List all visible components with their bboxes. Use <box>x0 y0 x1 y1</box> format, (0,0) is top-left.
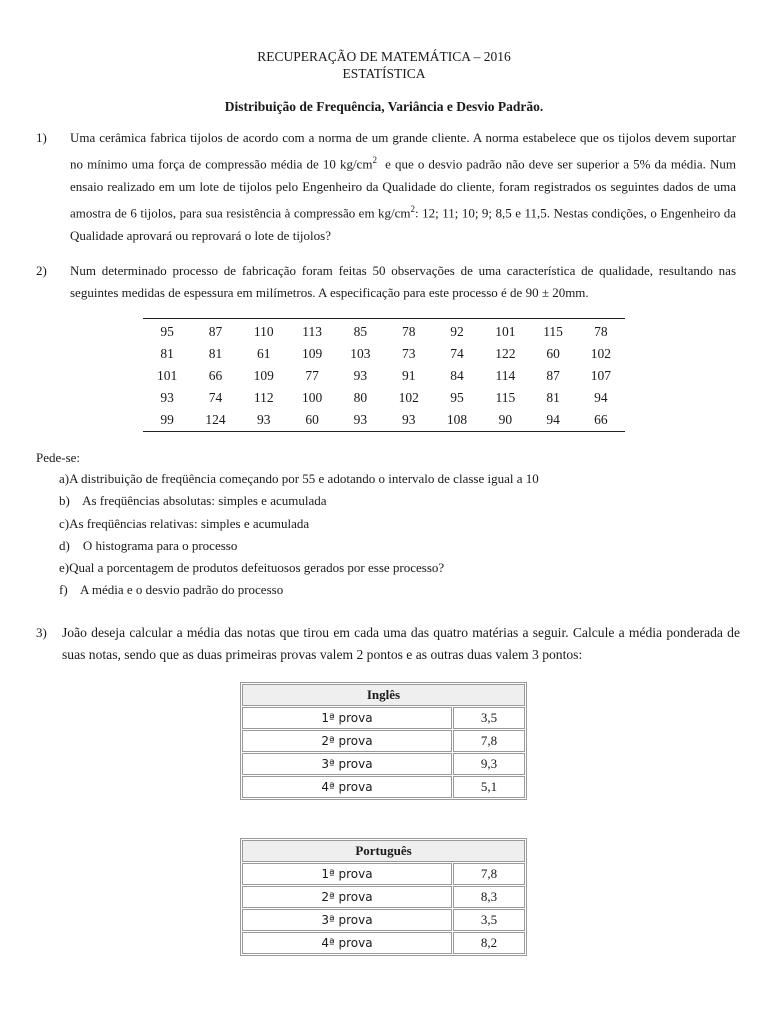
measurement-cell: 101 <box>157 368 178 383</box>
pede-se-label: Pede-se: <box>36 450 81 465</box>
measurement-cell: 109 <box>301 346 323 361</box>
measurement-cell: 81 <box>546 390 560 405</box>
table-row <box>143 319 625 344</box>
question-1-text-part2: e que o desvio padrão não deve ser superior a 5% da média. Num ensaio realizado em um lote de tijolos pelo Engenheiro da Qualidade do cliente, foram registrados os seguintes dados de uma amostra de 6 tijolos, para sua resistência à compressão em kg/cm <box>70 156 740 221</box>
measurement-cell: 113 <box>302 324 322 339</box>
measurement-cell: 60 <box>305 412 319 427</box>
measurement-cell: 91 <box>401 368 416 383</box>
list-item: c)As freqüências relativas: simples e acumulada <box>59 515 310 531</box>
measurement-cell: 114 <box>495 368 516 383</box>
measurement-cell: 95 <box>450 390 464 405</box>
list-item: e)Qual a porcentagem de produtos defeituosos gerados por esse processo? <box>59 560 445 576</box>
measurement-cell: 122 <box>495 346 516 361</box>
nota-cell: 3,5 <box>453 909 525 931</box>
table-row <box>143 409 625 432</box>
document-subtitle: Distribuição de Frequência, Variância e Desvio Padrão. <box>224 99 544 114</box>
measurement-cell: 94 <box>594 390 608 405</box>
table-row <box>242 707 525 729</box>
question-1-text <box>70 127 740 247</box>
header-subject: ESTATÍSTICA <box>342 66 426 81</box>
question-2-number: 2) <box>36 263 47 278</box>
nota-cell: 8,3 <box>453 886 525 908</box>
measurements-table <box>143 318 625 432</box>
measurement-cell: 109 <box>253 368 274 383</box>
table-header-subject: Português <box>242 840 525 862</box>
measurement-cell: 73 <box>401 346 416 361</box>
grades-table-portugues <box>240 838 527 956</box>
measurement-cell: 85 <box>353 324 368 339</box>
measurement-cell: 61 <box>257 346 271 361</box>
list-item: d) O histograma para o processo <box>59 537 238 553</box>
question-2-text: Num determinado processo de fabricação foram feitas 50 observações de uma característica de qualidade, resultando nas seguintes medidas de espessura em milímetros. A especificação para este processo é de 90 ± 20mm. <box>70 263 736 301</box>
question-1-text-part3: : 12; 11; 10; 9; 8,5 e 11,5. Nestas condições, o Engenheiro da Qualidade aprovará ou reprovará o lote de tijolos? <box>70 205 736 243</box>
measurement-cell: 84 <box>450 368 464 383</box>
header-title: RECUPERAÇÃO DE MATEMÁTICA – 2016 <box>257 49 511 64</box>
list-item: a)A distribuição de freqüência começando por 55 e adotando o intervalo de classe igual a 10 <box>59 471 539 486</box>
measurement-cell: 66 <box>208 368 223 383</box>
superscript: 2 <box>410 204 416 215</box>
measurement-cell: 93 <box>353 368 368 383</box>
table-row <box>242 863 525 885</box>
measurement-cell: 110 <box>253 324 274 339</box>
table-row <box>242 886 525 908</box>
measurement-cell: 60 <box>546 346 560 361</box>
measurement-cell: 93 <box>160 390 174 405</box>
question-1-number: 1) <box>36 130 47 145</box>
nota-cell: 3,5 <box>453 707 525 729</box>
question-1-text-part1: Uma cerâmica fabrica tijolos de acordo com a norma de um grande cliente. A norma estabelece que os tijolos devem suportar no mínimo uma força de compressão média de 10 kg/cm <box>70 130 736 172</box>
measurement-cell: 74 <box>450 346 464 361</box>
superscript: 2 <box>372 155 377 166</box>
question-2 <box>36 260 736 305</box>
prova-cell: 3ª prova <box>242 753 452 775</box>
measurement-cell: 102 <box>398 390 419 405</box>
measurement-cell: 93 <box>353 412 368 427</box>
table-row <box>242 776 525 798</box>
prova-cell: 1ª prova <box>242 863 452 885</box>
measurement-cell: 107 <box>590 368 611 383</box>
table-header-subject: Inglês <box>242 684 525 706</box>
measurement-cell: 103 <box>350 346 371 361</box>
nota-cell: 5,1 <box>453 776 525 798</box>
prova-cell: 3ª prova <box>242 909 452 931</box>
table-row <box>143 365 625 387</box>
question-3-text: João deseja calcular a média das notas que tirou em cada uma das quatro matérias a seguir. Calcule a média ponderada de suas notas, sendo que as duas primeiras provas valem 2 pontos e as outras duas valem 3 pontos: <box>62 625 740 663</box>
measurement-cell: 87 <box>546 368 560 383</box>
measurement-cell: 102 <box>590 346 611 361</box>
measurement-cell: 87 <box>208 324 223 339</box>
measurement-cell: 80 <box>353 390 368 405</box>
measurement-cell: 78 <box>594 324 608 339</box>
prova-cell: 2ª prova <box>242 886 452 908</box>
measurement-cell: 74 <box>208 390 223 405</box>
question-3-number: 3) <box>36 625 47 640</box>
prova-cell: 2ª prova <box>242 730 452 752</box>
nota-cell: 7,8 <box>453 863 525 885</box>
table-row <box>242 753 525 775</box>
nota-cell: 9,3 <box>453 753 525 775</box>
table-row <box>143 343 625 365</box>
measurement-cell: 115 <box>543 324 563 339</box>
measurement-cell: 77 <box>305 368 319 383</box>
prova-cell: 4ª prova <box>242 932 452 954</box>
nota-cell: 8,2 <box>453 932 525 954</box>
measurement-cell: 124 <box>205 412 226 427</box>
table-row <box>143 387 625 409</box>
measurement-cell: 112 <box>253 390 274 405</box>
measurement-cell: 66 <box>594 412 608 427</box>
document-header <box>0 48 768 82</box>
question-2-items <box>59 468 539 602</box>
measurement-cell: 99 <box>160 412 174 427</box>
grades-table-ingles <box>240 682 527 800</box>
prova-cell: 1ª prova <box>242 707 452 729</box>
measurement-cell: 81 <box>208 346 223 361</box>
measurement-cell: 90 <box>498 412 513 427</box>
measurement-cell: 100 <box>301 390 323 405</box>
measurement-cell: 115 <box>495 390 516 405</box>
measurement-cell: 81 <box>160 346 174 361</box>
prova-cell: 4ª prova <box>242 776 452 798</box>
nota-cell: 7,8 <box>453 730 525 752</box>
measurement-cell: 101 <box>495 324 516 339</box>
measurement-cell: 94 <box>546 412 560 427</box>
measurement-cell: 93 <box>257 412 271 427</box>
table-row <box>242 909 525 931</box>
question-3 <box>36 622 740 667</box>
measurement-cell: 108 <box>446 412 468 427</box>
measurement-cell: 95 <box>160 324 174 339</box>
list-item: f) A média e o desvio padrão do processo <box>59 582 284 598</box>
list-item: b) As freqüências absolutas: simples e acumulada <box>59 493 327 509</box>
table-row <box>242 932 525 954</box>
question-1 <box>36 127 740 247</box>
measurement-cell: 93 <box>401 412 416 427</box>
measurement-cell: 78 <box>401 324 416 339</box>
table-row <box>242 730 525 752</box>
measurement-cell: 92 <box>450 324 464 339</box>
